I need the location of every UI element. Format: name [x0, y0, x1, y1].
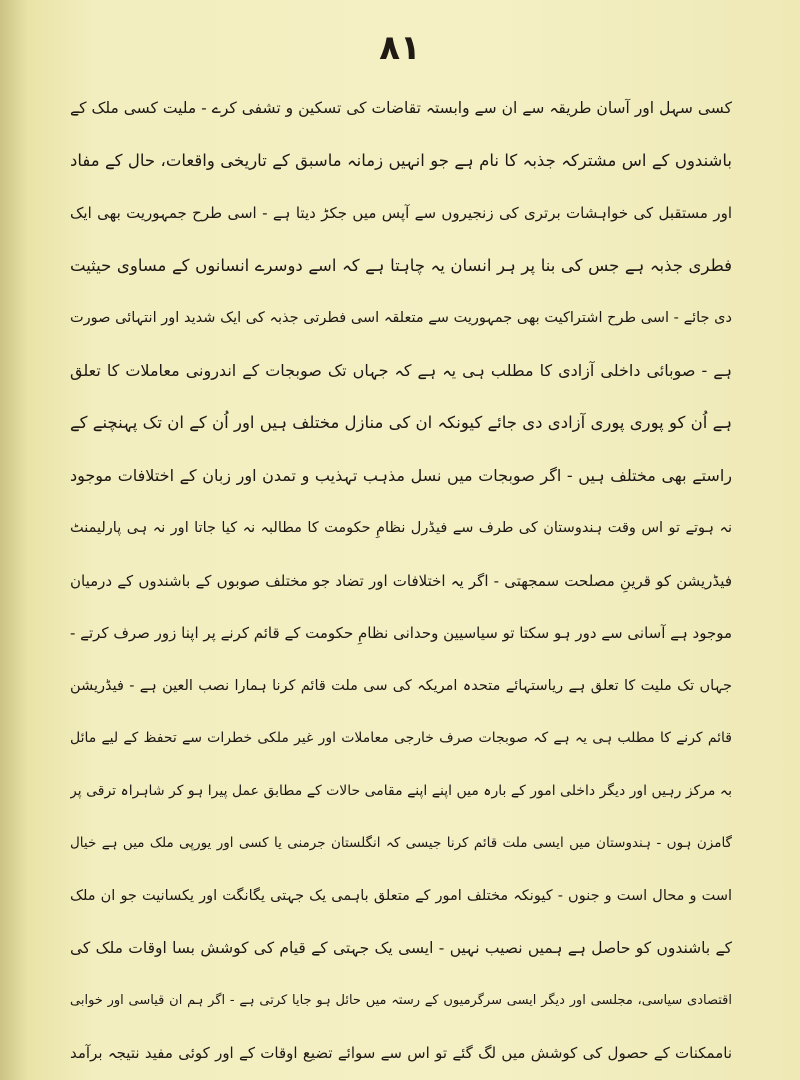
- text-line: موجود ہے آسانی سے دور ہو سکتا تو سیاسیین وحدانی نظامِ حکومت کے قائم کرنے پر اپنا زور صرف کرتے -: [70, 624, 732, 642]
- page-edge-shadow: [0, 0, 28, 1080]
- text-line: جہاں تک ملیت کا تعلق ہے ریاستہائے متحدہ امریکہ کی سی ملت قائم کرنا ہمارا نصب العین ہے - فیڈریشن: [70, 677, 732, 694]
- text-line: ناممکنات کے حصول کی کوشش میں لگ گئے تو اس سے سوائے تضیع اوقات کے اور کوئی مفید نتیجہ برآمد: [70, 1044, 732, 1062]
- page-number: ۸۱: [379, 28, 421, 68]
- urdu-text-body: [70, 82, 732, 1080]
- text-line: است و محال است و جنوں - کیونکہ مختلف امور کے متعلق باہمی یک جہتی یگانگت اور یکسانیت جو ان ملک: [70, 887, 732, 904]
- text-line: ہے - صوبائی داخلی آزادی کا مطلب ہی یہ ہے کہ جہاں تک صوبجات کے اندرونی معاملات کا تعلق: [70, 360, 732, 380]
- text-line: کے باشندوں کو حاصل ہے ہمیں نصیب نہیں - ایسی یک جہتی کے قیام کی کوشش بسا اوقات ملک کی: [70, 939, 732, 957]
- text-line: نہ ہوتے تو اس وقت ہندوستان کی طرف سے فیڈرل نظامِ حکومت کا مطالبہ نہ کیا جاتا اور نہ ہی پارلیمنٹ: [70, 520, 732, 536]
- text-line: راستے بھی مختلف ہیں - اگر صوبجات میں نسل مذہب تہذیب و تمدن اور زبان کے اختلافات موجود: [70, 465, 732, 485]
- text-line: فطری جذبہ ہے جس کی بنا پر ہر انسان یہ چاہتا ہے کہ اسے دوسرے انسانوں کے مساوی حیثیت: [70, 255, 732, 275]
- text-line: اور مستقبل کی خواہشات برتری کی زنجیروں سے آپس میں جکڑ دیتا ہے - اسی طرح جمہوریت بھی ایک: [70, 204, 732, 222]
- text-line: ہے اُن کو پوری پوری آزادی دی جائے کیونکہ ان کی منازل مختلف ہیں اور اُن کے ان تک پہنچنے کے: [70, 413, 732, 432]
- text-line: بہ مرکز رہیں اور دیگر داخلی امور کے بارہ میں اپنے اپنے مقامی حالات کے مطابق عمل پیرا ہو کر شاہراہ ترقی پر: [70, 782, 732, 799]
- text-line: قائم کرنے کا مطلب ہی یہ ہے کہ صوبجات صرف خارجی معاملات اور غیر ملکی خطرات سے تحفظ کے لیے مائل: [70, 730, 732, 746]
- text-line: باشندوں کے اس مشترکہ جذبہ کا نام ہے جو انہیں زمانہ ماسبق کے تاریخی واقعات، حال کے مفاد: [70, 150, 732, 170]
- text-line: گامزن ہوں - ہندوستان میں ایسی ملت قائم کرنا جیسی کہ انگلستان جرمنی یا کسی اور یورپی ملک میں ہے خیال: [70, 835, 732, 851]
- text-line: کسی سہل اور آسان طریقہ سے ان سے وابستہ تقاضات کی تسکین و تشفی کرے - ملیت کسی ملک کے: [70, 99, 732, 117]
- text-line: دی جائے - اسی طرح اشتراکیت بھی جمہوریت سے متعلقہ اسی فطرتی جذبہ کی ایک شدید اور انتہائی صورت: [70, 310, 732, 326]
- text-line: فیڈریشن کو قرینِ مصلحت سمجھتی - اگر یہ اختلافات اور تضاد جو مختلف صوبوں کے باشندوں کے درمیان: [70, 571, 732, 590]
- text-line: اقتصادی سیاسی، مجلسی اور دیگر ایسی سرگرمیوں کے رستہ میں حائل ہو جایا کرتی ہے - اگر ہم ان قیاسی اور خوابی: [70, 992, 732, 1008]
